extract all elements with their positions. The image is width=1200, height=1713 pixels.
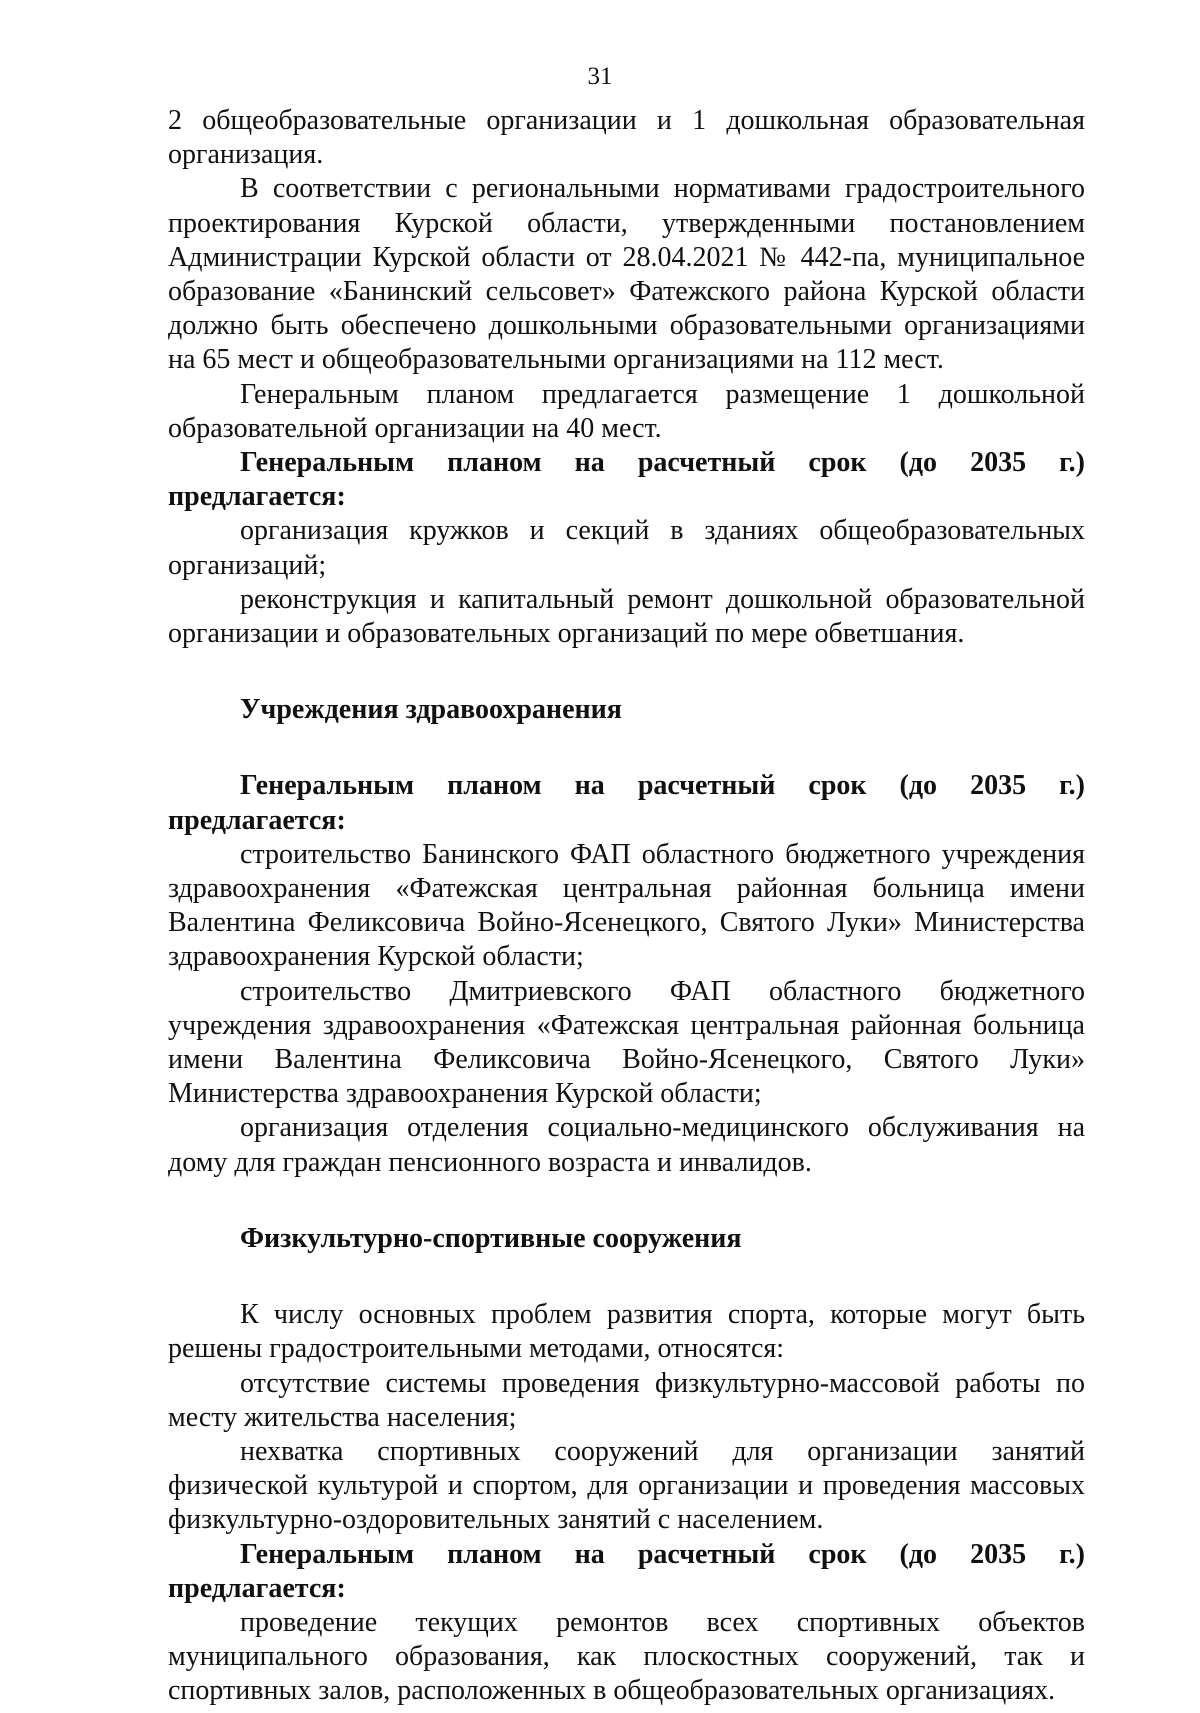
paragraph: 2 общеобразовательные организации и 1 дошкольная образовательная организация. [168, 105, 1085, 171]
paragraph: К числу основных проблем развития спорта, которые могут быть решены градостроительными методами, относятся: [168, 1299, 1085, 1365]
section-heading: Физкультурно-спортивные сооружения [240, 1222, 742, 1254]
proposal-lead: Генеральным планом на расчетный срок (до 2035 г.) предлагается: [168, 1538, 1085, 1604]
list-item: организация отделения социально-медицинского обслуживания на дому для граждан пенсионного возраста и инвалидов. [168, 1112, 1085, 1178]
intro-block [168, 104, 1085, 651]
proposal-lead: Генеральным планом на расчетный срок (до 2035 г.) предлагается: [168, 447, 1085, 513]
section-sport [168, 1222, 1085, 1709]
list-item: строительство Банинского ФАП областного бюджетного учреждения здравоохранения «Фатежская центральная районная больница имени Валентина Феликсовича Войно-Ясенецкого, Святого Луки» Министерства здравоохранения Курской области; [168, 838, 1085, 973]
proposal-lead: Генеральным планом на расчетный срок (до 2035 г.) предлагается: [168, 770, 1085, 836]
list-item: строительство Дмитриевского ФАП областного бюджетного учреждения здравоохранения «Фатежская центральная районная больница имени Валентина Феликсовича Войно-Ясенецкого, Святого Луки» Министерства здравоохранения Курской области; [168, 975, 1085, 1110]
paragraph: В соответствии с региональными нормативами градостроительного проектирования Курской области, утвержденными постановлением Администрации Курской области от 28.04.2021 № 442-па, муниципальное образование «Банинский сельсовет» Фатежского района Курской области должно быть обеспечено дошкольными образовательными организациями на 65 мест и общеобразовательными организациями на 112 мест. [168, 173, 1085, 376]
list-item: нехватка спортивных сооружений для организации занятий физической культурой и спортом, для организации и проведения массовых физкультурно-оздоровительных занятий с населением. [168, 1435, 1085, 1536]
list-item: проведение текущих ремонтов всех спортивных объектов муниципального образования, как плоскостных сооружений, так и спортивных залов, расположенных в общеобразовательных организациях. [168, 1606, 1085, 1707]
page-number: 31 [587, 63, 613, 90]
list-item: отсутствие системы проведения физкультурно-массовой работы по месту жительства населения; [168, 1367, 1085, 1433]
document-body [168, 104, 1085, 1709]
section-heading: Учреждения здравоохранения [240, 694, 622, 726]
paragraph: Генеральным планом предлагается размещение 1 дошкольной образовательной организации на 40 мест. [168, 378, 1085, 444]
list-item: реконструкция и капитальный ремонт дошкольной образовательной организации и образовательных организаций по мере обветшания. [168, 583, 1085, 650]
section-health [168, 693, 1085, 1180]
list-item: организация кружков и секций в зданиях общеобразовательных организаций; [168, 515, 1085, 581]
